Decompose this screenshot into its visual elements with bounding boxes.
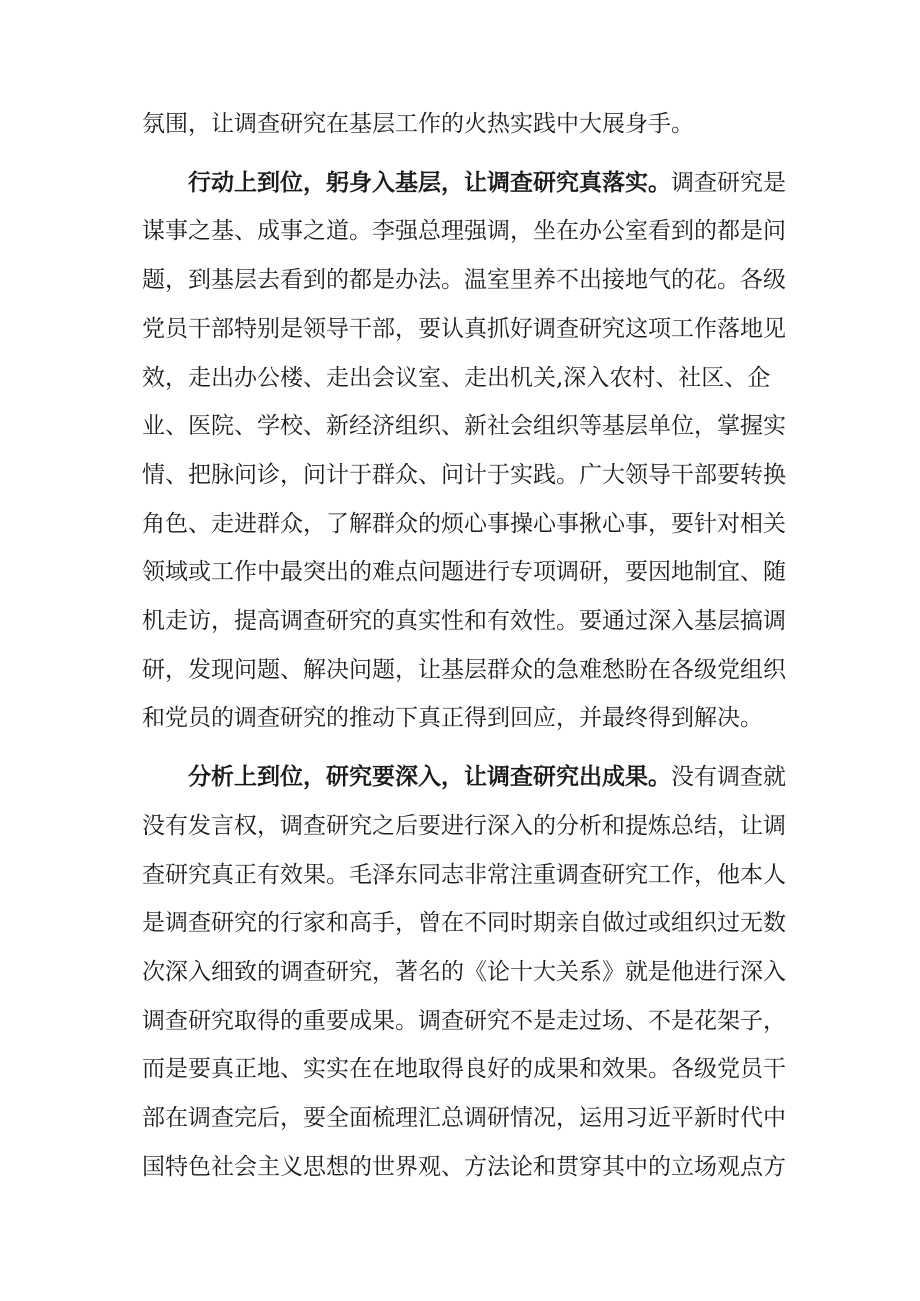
paragraph-lead: 行动上到位，躬身入基层，让调查研究真落实。	[188, 168, 671, 196]
paragraph-lead: 分析上到位，研究要深入，让调查研究出成果。	[188, 763, 671, 791]
lead-continuation: 没有调查就	[671, 764, 786, 791]
text-line: 氛围，让调查研究在基层工作的火热实践中大展身手。	[142, 111, 694, 137]
text-line: 和党员的调查研究的推动下真正得到回应，并最终得到解决。	[142, 705, 763, 732]
text-line: 调查研究取得的重要成果。调查研究不是走过场、不是花架子，	[142, 1007, 786, 1034]
text-line: 是调查研究的行家和高手，曾在不同时期亲自做过或组织过无数	[142, 910, 786, 937]
text-line: 党员干部特别是领导干部，要认真抓好调查研究这项工作落地见	[142, 315, 786, 342]
text-line: 研，发现问题、解决问题，让基层群众的急难愁盼在各级党组织	[142, 656, 786, 683]
paragraph-2	[142, 159, 792, 743]
text-line: 次深入细致的调查研究，著名的《论十大关系》就是他进行深入	[142, 958, 786, 985]
text-line: 没有发言权，调查研究之后要进行深入的分析和提炼总结，让调	[142, 812, 786, 839]
text-line: 效，走出办公楼、走出会议室、走出机关,深入农村、社区、企	[142, 364, 771, 391]
text-line: 国特色社会主义思想的世界观、方法论和贯穿其中的立场观点方	[142, 1153, 786, 1180]
paragraph-3	[142, 753, 792, 1191]
text-line: 业、医院、学校、新经济组织、新社会组织等基层单位，掌握实	[142, 413, 786, 440]
text-line: 题，到基层去看到的都是办法。温室里养不出接地气的花。各级	[142, 267, 786, 294]
document-body	[142, 100, 792, 1191]
text-line: 查研究真正有效果。毛泽东同志非常注重调查研究工作，他本人	[142, 861, 786, 888]
text-line: 领域或工作中最突出的难点问题进行专项调研，要因地制宜、随	[142, 559, 786, 586]
text-line	[142, 159, 792, 208]
text-line: 而是要真正地、实实在在地取得良好的成果和效果。各级党员干	[142, 1056, 786, 1083]
text-line: 机走访，提高调查研究的真实性和有效性。要通过深入基层搞调	[142, 608, 786, 635]
text-line: 部在调查完后，要全面梳理汇总调研情况，运用习近平新时代中	[142, 1105, 786, 1132]
text-line: 角色、走进群众，了解群众的烦心事操心事揪心事，要针对相关	[142, 510, 786, 537]
paragraph-1	[142, 100, 792, 149]
text-line	[142, 753, 792, 802]
lead-continuation: 调查研究是	[671, 169, 786, 196]
text-line: 情、把脉问诊，问计于群众、问计于实践。广大领导干部要转换	[142, 461, 786, 488]
text-line: 谋事之基、成事之道。李强总理强调，坐在办公室看到的都是问	[142, 218, 786, 245]
